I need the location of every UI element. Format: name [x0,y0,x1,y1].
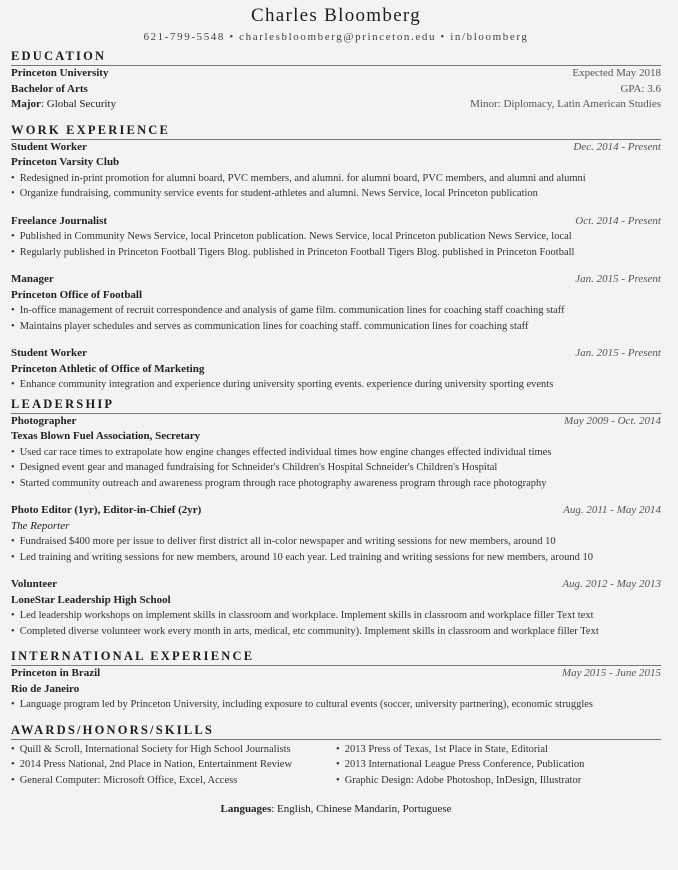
leadership-entry [11,503,661,565]
work-entry [11,140,661,202]
work-entry-header [11,346,661,362]
bullet-item: • Regularly published in Princeton Football Tigers Blog. published in Princeton Football Tigers Blog. published in Princeton Football [11,245,661,261]
international-date: May 2015 - June 2015 [562,667,661,679]
work-organization: Princeton Office of Football [11,288,143,301]
work-organization: Princeton Athletic of Office of Marketing [11,362,205,375]
section-title-international: INTERNATIONAL EXPERIENCE [11,649,661,666]
section-title-education: EDUCATION [11,49,661,66]
bullet-item: • Fundraised $400 more per issue to deliver first district all in-color newspaper and writing sessions for new members, around 10 [11,534,661,550]
work-bullets [11,377,661,393]
leadership-entry [11,414,661,492]
award-item: • Quill & Scroll, International Society for High School Journalists [11,742,336,758]
languages-value: : English, Chinese Mandarin, Portuguese [271,803,452,815]
work-entry-header [11,272,661,288]
work-role: Student Worker [11,347,87,359]
leadership-role: Photographer [11,414,77,427]
leadership-bullets [11,534,661,565]
bullet-item: • Maintains player schedules and serves as communication lines for coaching staff. communication lines for coaching staff [11,319,661,335]
work-section [11,123,661,393]
work-entries [11,140,661,393]
award-item: • 2014 Press National, 2nd Place in Nation, Entertainment Review [11,757,336,773]
leadership-entry-header [11,577,661,593]
section-title-work: WORK EXPERIENCE [11,123,661,140]
bullet-item: • Used car race times to extrapolate how engine changes effected individual times how engine changes effected individual times [11,445,661,461]
work-entry-header [11,140,661,156]
bullet-item: • Started community outreach and awareness program through race photography awareness program through race photography [11,476,661,492]
bullet-item: • Completed diverse volunteer work every month in arts, medical, etc community). Implement skills in classroom and workplace filler Text [11,624,661,640]
awards-columns [11,742,661,789]
international-org: Rio de Janeiro [11,682,80,695]
contact-line: 621-799-5548 • charlesbloomberg@princeton.edu • in/bloomberg [143,31,529,43]
school-name: Princeton University [11,67,109,79]
awards-right-list [336,742,661,789]
bullet-item: • Organize fundraising, community service events for student-athletes and alumni. News Service, local Princeton publication [11,186,661,202]
work-entry [11,346,661,393]
bullet-item: • Enhance community integration and experience during university sporting events. experience during university sporting events [11,377,661,393]
education-row-major [11,97,661,113]
section-title-leadership: LEADERSHIP [11,397,661,414]
work-role: Manager [11,273,54,285]
work-entry [11,214,661,261]
leadership-organization: LoneStar Leadership High School [11,593,171,606]
award-item: • 2013 International League Press Conference, Publication [336,757,661,773]
bullet-item: • Designed event gear and managed fundraising for Schneider's Children's Hospital Schneider's Children's Hospital [11,460,661,476]
leadership-entry [11,577,661,639]
languages-label: Languages [220,803,272,815]
awards-left-list [11,742,336,789]
leadership-bullets [11,445,661,492]
award-item: • General Computer: Microsoft Office, Excel, Access [11,773,336,789]
bullet-item: • In-office management of recruit correspondence and analysis of game film. communication lines for coaching staff coaching staff [11,303,661,319]
section-title-awards: AWARDS/HONORS/SKILLS [11,723,661,740]
major [11,97,116,113]
international-bullets [11,697,661,713]
bullet-item: • Led training and writing sessions for new members, around 10 each year. Led training and writing sessions for new members, around 10 [11,550,661,566]
award-item: • 2013 Press of Texas, 1st Place in State, Editorial [336,742,661,758]
education-section [11,49,661,113]
bullet-item: • Language program led by Princeton University, including exposure to cultural events (soccer, university partnering), economic struggles [11,697,661,713]
international-role: Princeton in Brazil [11,667,101,679]
work-date: Oct. 2014 - Present [575,214,661,227]
bullet-item: • Published in Community News Service, local Princeton publication. News Service, local Princeton publication News Service, local [11,229,661,245]
work-role: Student Worker [11,140,87,153]
work-bullets [11,229,661,260]
minor: Minor: Diplomacy, Latin American Studies [470,98,661,110]
candidate-name: Charles Bloomberg [250,5,422,26]
work-bullets [11,303,661,334]
awards-section [11,723,661,789]
education-row-degree [11,82,661,98]
bullet-item: • Redesigned in-print promotion for alumni board, PVC members, and alumni. for alumni board, PVC members, and alumni and alumni [11,171,661,187]
international-row [11,666,661,682]
leadership-bullets [11,608,661,639]
work-organization: Princeton Varsity Club [11,156,120,168]
work-entry-header [11,214,661,230]
leadership-date: Aug. 2011 - May 2014 [563,504,661,516]
major-value: : Global Security [40,98,117,110]
leadership-entry-header [11,414,661,430]
leadership-organization: The Reporter [11,519,70,532]
gpa: GPA: 3.6 [620,82,661,95]
leadership-date: May 2009 - Oct. 2014 [564,414,661,427]
leadership-date: Aug. 2012 - May 2013 [562,578,661,590]
degree: Bachelor of Arts [11,82,88,95]
work-role: Freelance Journalist [11,214,108,227]
major-label: Major [11,98,41,110]
education-row-school [11,66,661,82]
work-date: Jan. 2015 - Present [575,347,661,359]
leadership-organization: Texas Blown Fuel Association, Secretary [11,430,201,442]
leadership-role: Photo Editor (1yr), Editor-in-Chief (2yr) [11,504,202,516]
work-date: Jan. 2015 - Present [575,273,661,285]
leadership-role: Volunteer [11,578,58,590]
leadership-entry-header [11,503,661,519]
leadership-section [11,397,661,640]
work-bullets [11,171,661,202]
leadership-entries [11,414,661,640]
international-section [11,649,661,713]
languages-line [11,802,661,816]
work-entry [11,272,661,334]
awards-right-column [336,742,661,789]
work-date: Dec. 2014 - Present [573,140,661,153]
bullet-item: • Led leadership workshops on implement skills in classroom and workplace. Implement skills in classroom and workplace filler Text text [11,608,661,624]
award-item: • Graphic Design: Adobe Photoshop, InDesign, Illustrator [336,773,661,789]
expected-date: Expected May 2018 [572,67,661,79]
awards-left-column [11,742,336,789]
